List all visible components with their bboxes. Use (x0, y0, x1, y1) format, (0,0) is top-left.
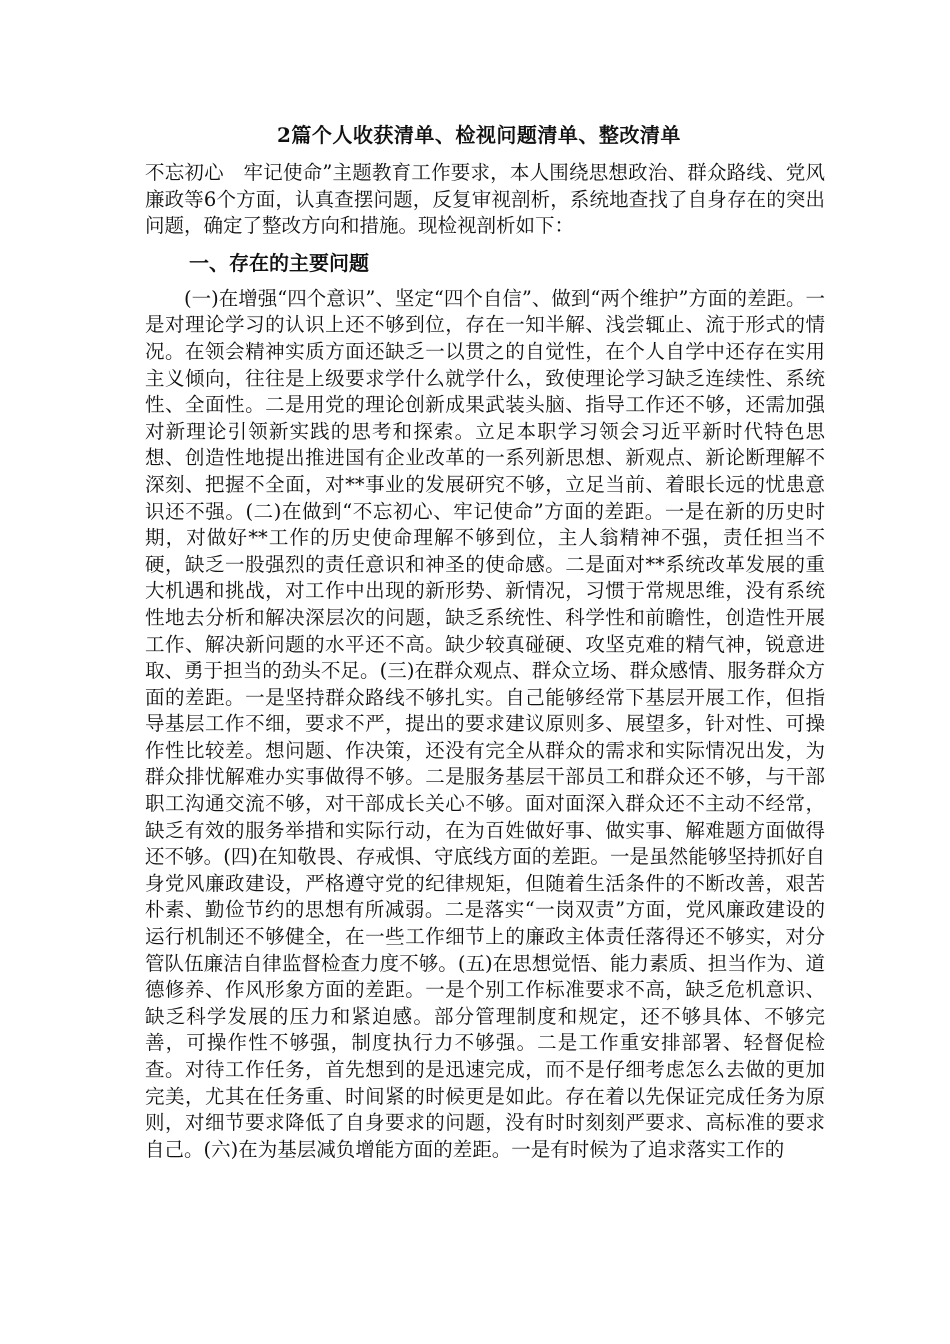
intro-paragraph: 不忘初心 牢记使命”主题教育工作要求，本人围绕思想政治、群众路线、党风廉政等6个方面，认真查摆问题，反复审视剖析，系统地查找了自身存在的突出问题，确定了整改方向和措施。现检视剖析如下： (145, 161, 825, 238)
body-paragraph: (一)在增强“四个意识”、坚定“四个自信”、做到“两个维护”方面的差距。一是对理论学习的认识上还不够到位，存在一知半解、浅尝辄止、流于形式的情况。在领会精神实质方面还缺乏一以贯之的自觉性，在个人自学中还存在实用主义倾向，往往是上级要求学什么就学什么，致使理论学习缺乏连续性、系统性、全面性。二是用党的理论创新成果武装头脑、指导工作还不够，还需加强对新理论引领新实践的思考和探索。立足本职学习领会习近平新时代特色思想、创造性地提出推进国有企业改革的一系列新思想、新观点、新论断理解不深刻、把握不全面，对**事业的发展研究不够，立足当前、着眼长远的忧患意识还不强。(二)在做到“不忘初心、牢记使命”方面的差距。一是在新的历史时期，对做好**工作的历史使命理解不够到位，主人翁精神不强，责任担当不硬，缺乏一股强烈的责任意识和神圣的使命感。二是面对**系统改革发展的重大机遇和挑战，对工作中出现的新形势、新情况，习惯于常规思维，没有系统性地去分析和解决深层次的问题，缺乏系统性、科学性和前瞻性，创造性开展工作、解决新问题的水平还不高。缺少较真碰硬、攻坚克难的精气神，锐意进取、勇于担当的劲头不足。(三)在群众观点、群众立场、群众感情、服务群众方面的差距。一是坚持群众路线不够扎实。自己能够经常下基层开展工作，但指导基层工作不细，要求不严，提出的要求建议原则多、展望多，针对性、可操作性比较差。想问题、作决策，还没有完全从群众的需求和实际情况出发，为群众排忧解难办实事做得不够。二是服务基层干部员工和群众还不够，与干部职工沟通交流不够，对干部成长关心不够。面对面深入群众还不主动不经常，缺乏有效的服务举措和实际行动，在为百姓做好事、做实事、解难题方面做得还不够。(四)在知敬畏、存戒惧、守底线方面的差距。一是虽然能够坚持抓好自身党风廉政建设，严格遵守党的纪律规矩，但随着生活条件的不断改善，艰苦朴素、勤俭节约的思想有所减弱。二是落实“一岗双责”方面，党风廉政建设的运行机制还不够健全，在一些工作细节上的廉政主体责任落得还不够实，对分管队伍廉洁自律监督检查力度不够。(五)在思想觉悟、能力素质、担当作为、道德修养、作风形象方面的差距。一是个别工作标准要求不高，缺乏危机意识、缺乏科学发展的压力和紧迫感。部分管理制度和规定，还不够具体、不够完善，可操作性不够强，制度执行力不够强。二是工作重安排部署、轻督促检查。对待工作任务，首先想到的是迅速完成，而不是仔细考虑怎么去做的更加完美，尤其在任务重、时间紧的时候更是如此。存在着以先保证完成任务为原则，对细节要求降低了自身要求的问题，没有时时刻刻严要求、高标准的要求自己。(六)在为基层减负增能方面的差距。一是有时候为了追求落实工作的 (145, 286, 825, 1161)
document-title: 2篇个人收获清单、检视问题清单、整改清单 (277, 123, 681, 147)
section-heading: 一、存在的主要问题 (189, 250, 369, 275)
document-page (145, 118, 825, 1163)
